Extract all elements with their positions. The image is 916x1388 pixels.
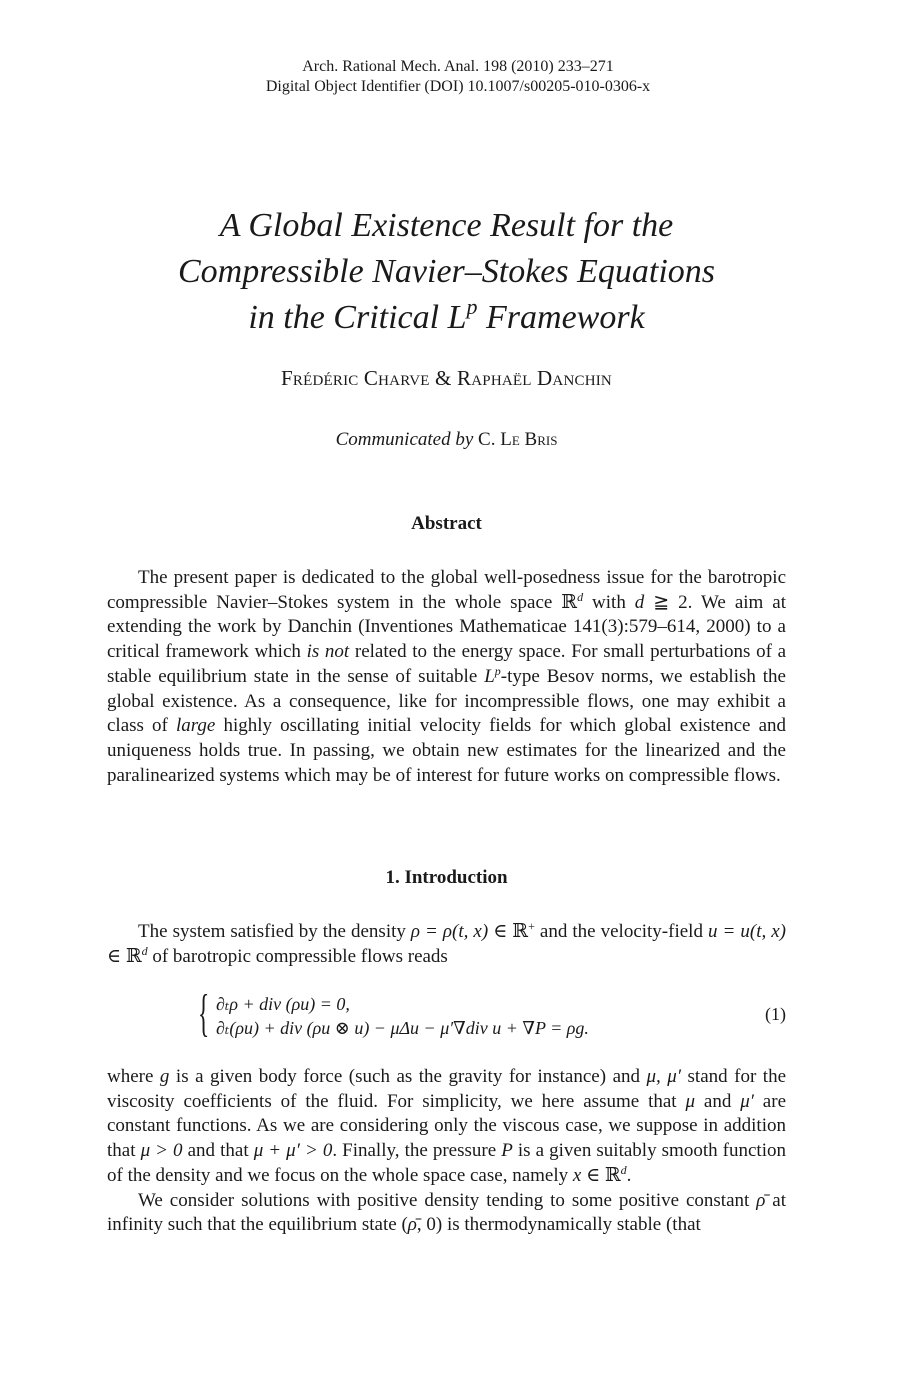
intro-paragraph-3: We consider solutions with positive density tending to some positive constant ρ̄ at infinity such that the equilibrium state (ρ̄, 0) is thermodynamically stable (that <box>107 1189 786 1236</box>
title-line-3: in the Critical $L^p$ Framework <box>248 294 645 336</box>
abstract-paragraph: The present paper is dedicated to the global well-posedness issue for the barotropic compressible Navier–Stokes system in the whole space ℝ$^d$ with d ≧ 2. We aim at extending the work by Danchin (Inventiones Mathematicae 141(3):579–614, 2000) to a critical framework which is not related to the energy space. For small perturbations of a stable equilibrium state in the sense of suitable $L^p$-type Besov norms, we establish the global existence. As a consequence, like for incompressible flows, one may exhibit a class of large highly oscillating initial velocity fields for which global existence and uniqueness holds true. In passing, we obtain new estimates for the linearized and the paralinearized systems which may be of interest for future works on compressible flows. <box>107 567 787 786</box>
journal-header <box>0 57 916 97</box>
equation-lines <box>216 992 589 1040</box>
intro-paragraph-2: where g is a given body force (such as the gravity for instance) and μ, μ′ stand for the viscosity coefficients of the fluid. For simplicity, we here assume that μ and μ′ are constant functions. As we are considering only the viscous case, we suppose in addition that μ > 0 and that μ + μ′ > 0. Finally, the pressure P is a given suitably smooth function of the density and we focus on the whole space case, namely x ∈ ℝ$^d$. We consider solutions with positive density tending to some positive constant ρ̄ at infinity such that the equilibrium state (ρ̄, 0) is thermodynamically stable (that <box>107 1065 786 1238</box>
title-line-1: A Global Existence Result for the <box>219 207 674 244</box>
equation-line-1: ∂ₜρ + div (ρu) = 0, <box>216 994 350 1014</box>
intro-paragraph-1: The system satisfied by the density ρ = ρ(t, x) ∈ ℝ+ and the velocity-field u = u(t, x) ∈ ℝ$^d$ of barotropic compressible flows reads <box>107 919 787 967</box>
authors: Frédéric Charve & Raphaël Danchin <box>281 366 612 390</box>
equation-1 <box>198 985 786 1045</box>
equation-number: (1) <box>765 1004 786 1024</box>
abstract-text <box>107 566 786 788</box>
communicated-label: Communicated by <box>335 429 474 450</box>
doi-line: Digital Object Identifier (DOI) 10.1007/s00205-010-0306-x <box>265 78 651 95</box>
equation-line-2: ∂ₜ(ρu) + div (ρu ⊗ u) − μΔu − μ′∇div u + ∇P = ρg. <box>216 1018 589 1038</box>
introduction-heading: 1. Introduction <box>385 867 508 888</box>
communicated-by <box>0 429 893 451</box>
editor-name: C. Le Bris <box>478 429 558 450</box>
title-line-2: Compressible Navier–Stokes Equations <box>177 253 716 290</box>
journal-citation: Arch. Rational Mech. Anal. 198 (2010) 233–271 <box>302 58 614 75</box>
left-brace: { <box>198 985 210 1042</box>
abstract-heading: Abstract <box>411 513 482 534</box>
paper-title <box>0 203 893 341</box>
